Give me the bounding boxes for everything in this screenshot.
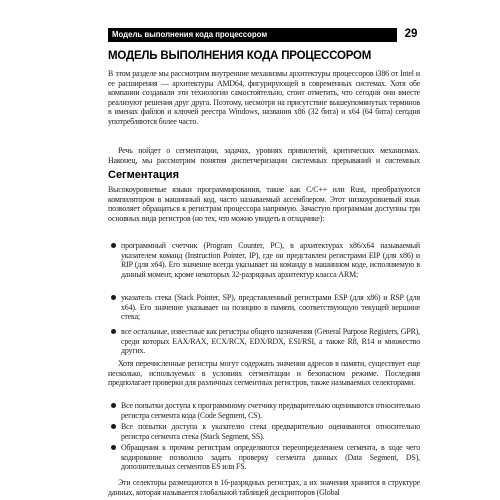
- list-item: [108, 293, 420, 322]
- list-item-text: Обращения к прочим регистрам определяются переопределением сегмента, в ходе чего кодирование позволило задать проверку сегмента данных (Data Segment, DS), дополнительных сегментов ES или FS.: [121, 443, 420, 472]
- selectors-paragraph: Хотя перечисленные регистры могут содержать значения адресов в памяти, существует еще несколько, используемых в условиях сегментации и безопасном режиме. Последняя предполагает проверки для различных сегментных регистров, также называемых селекторами.: [108, 359, 420, 388]
- subsection-title: Сегментация: [108, 169, 179, 181]
- bullet-icon: [111, 329, 116, 334]
- list-item: [108, 443, 420, 472]
- list-item: [108, 422, 420, 441]
- running-header: Модель выполнения кода процессором: [108, 28, 397, 42]
- section-title: МОДЕЛЬ ВЫПОЛНЕНИЯ КОДА ПРОЦЕССОРОМ: [108, 50, 372, 62]
- bullet-icon: [111, 295, 116, 300]
- bullet-icon: [111, 403, 116, 408]
- gdt-paragraph: Эти селекторы размещаются в 16-разрядных регистрах, а их значения хранятся в структуре данных, которая называется глобальной таблицей дескрипторов (Global: [108, 478, 420, 497]
- list-item-text: указатель стека (Stack Pointer, SP), представленный регистрами ESP (для x86) и RSP (для x64). Его значение указывает на позицию в памяти, соответствующую текущей вершине стека;: [121, 293, 420, 322]
- intro-paragraph-2: Речь пойдет о сегментации, задачах, уровнях привилегий, критических механизмах. Наконец, мы рассмотрим понятия диспетчеризации системных прерываний и системных: [108, 146, 420, 165]
- intro-paragraph: В этом разделе мы рассмотрим внутренние механизмы архитектуры процессоров i386 от Intel и ее расширения — архитектуры AMD64, фигурирующей в современных системах. Хотя обе компании создавали эти технологии самостоятельно, стоит отметить, что сегодня они вместе реализуют решения друг друга. Поэтому, несмотря на присутствие вышеупомянутых терминов в именах файлов и ключей реестра Windows, названия x86 (32 бита) и x64 (64 бита) сегодня употребляются более часто.: [108, 69, 420, 126]
- list-item-text: программный счетчик (Program Counter, PC), в архитектурах x86/x64 называемый указателем команд (Instruction Pointer, IP), где он представлен регистрами EIP (для x86) и RIP (для x64). Его значение всегда указывает на команду в машинном коде, исполняемую в данный момент, кроме некоторых 32-разрядных архитектур класса ARM;: [121, 241, 420, 279]
- page-number: 29: [404, 28, 418, 40]
- list-item-text: Все попытки доступа к программному счетчику предварительно оцениваются относительно регистра сегмента кода (Code Segment, CS).: [121, 401, 420, 420]
- bullet-icon: [111, 424, 116, 429]
- bullet-icon: [111, 445, 116, 450]
- list-item: [108, 327, 420, 356]
- list-item-text: все остальные, известные как регистры общего назначения (General Purpose Registers, GPR), среди которых EAX/RAX, ECX/RCX, EDX/RDX, ESI/RSI, а также R8, R14 и множество других.: [121, 327, 420, 356]
- list-item-text: Все попытки доступа к указателю стека предварительно оцениваются относительно регистра сегмента стека (Stack Segment, SS).: [121, 422, 420, 441]
- segmentation-paragraph: Высокоуровневые языки программирования, такие как C/C++ или Rust, преобразуются компилятором в машинный код, часто называемый ассемблером. Этот низкоуровневый язык позволяет обращаться к регистрам процессора напрямую. Зачастую программам доступны три основных вида регистров (но тех, что можно увидеть в отладчике):: [108, 185, 420, 223]
- bullet-icon: [111, 243, 116, 248]
- list-item: [108, 241, 420, 289]
- list-item: [108, 401, 420, 420]
